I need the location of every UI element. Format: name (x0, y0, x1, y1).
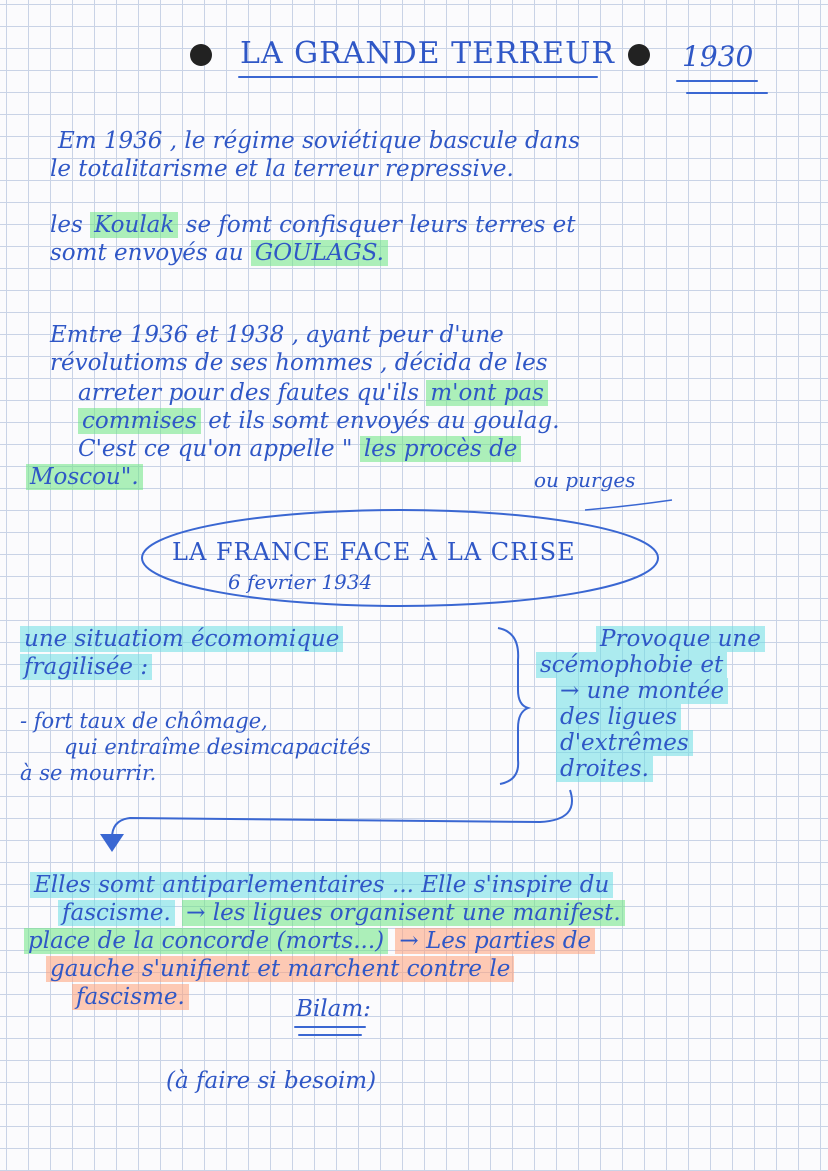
section3-line3-prefix: arreter pour des fautes qu'ils (78, 380, 419, 406)
bilan-underline-1 (294, 1026, 366, 1028)
right6-highlight: droites. (556, 756, 653, 782)
section3-line2: révolutioms de ses hommes , décida de les (50, 350, 548, 376)
section2-prefix: les (50, 212, 83, 238)
section6-line1-highlight: Elles somt antiparlementaires ... Elle s'inspire du (30, 872, 613, 898)
right4-highlight: des ligues (556, 704, 681, 730)
section6-line4 (46, 956, 514, 982)
bilan-label: Bilam: (296, 996, 371, 1022)
right2-highlight: scémophobie et (536, 652, 727, 678)
bullet-dot-left (190, 44, 212, 66)
section1-line1: Em 1936 , le régime soviétique bascule dans (58, 128, 581, 154)
title-year: 1930 (682, 40, 754, 73)
section6-line3a: place de la concorde (morts...) (24, 928, 388, 954)
section2-line2 (50, 240, 388, 266)
section6-line2 (58, 900, 625, 926)
section5-left5: à se mourrir. (20, 761, 157, 785)
section4-date: 6 fevrier 1934 (228, 570, 373, 594)
section3-line1: Emtre 1936 et 1938 , ayant peur d'une (50, 322, 504, 348)
year-underline-1 (676, 80, 758, 82)
section5-left4: qui entraîme desimcapacités (64, 735, 371, 759)
section3-line6 (26, 464, 143, 490)
right3-highlight: → une montée (556, 678, 728, 704)
section3-line3 (78, 380, 548, 406)
section3-line6-highlight: Moscou". (26, 464, 143, 490)
section6-line3 (24, 928, 595, 954)
section6-line5 (72, 984, 189, 1010)
koulak-highlight: Koulak (90, 212, 178, 238)
down-arrow (112, 790, 572, 838)
section6-line2a: fascisme. (58, 900, 175, 926)
section3-line3-highlight: m'ont pas (426, 380, 548, 406)
section5-left1 (20, 626, 343, 652)
section6-line3b: → Les parties de (395, 928, 595, 954)
section5-right3 (556, 678, 728, 704)
section5-right4 (556, 704, 681, 730)
section5-right6 (556, 756, 653, 782)
section5-right5 (556, 730, 693, 756)
curly-brace (498, 628, 528, 784)
section3-line5 (78, 436, 521, 462)
right1-highlight: Provoque une (596, 626, 765, 652)
section1-line2: le totalitarisme et la terreur repressive. (50, 156, 514, 182)
title-underline (238, 76, 598, 78)
right5-highlight: d'extrêmes (556, 730, 693, 756)
section3-line5-highlight: les procès de (360, 436, 522, 462)
section3-note: ou purges (534, 468, 636, 492)
section4-heading: LA FRANCE FACE À LA CRISE (172, 538, 576, 566)
left2-highlight: fragilisée : (20, 654, 152, 680)
arrow-head (100, 834, 124, 852)
year-underline-2 (686, 92, 768, 94)
section5-left2 (20, 654, 152, 680)
page-title: LA GRANDE TERREUR (240, 36, 615, 71)
goulags-highlight: GOULAGS. (251, 240, 388, 266)
section5-right1 (596, 626, 765, 652)
section6-line2b: → les ligues organisent une manifest. (182, 900, 625, 926)
section2-line1 (50, 212, 576, 238)
section3-line4-suffix: et ils somt envoyés au goulag. (208, 408, 560, 434)
section5-right2 (536, 652, 727, 678)
section3-line5-prefix: C'est ce qu'on appelle " (78, 436, 353, 462)
ou-purges-underline (585, 500, 672, 510)
section2-line2-prefix: somt envoyés au (50, 240, 244, 266)
section6-line1 (30, 872, 613, 898)
section3-line4 (78, 408, 560, 434)
footer-note: (à faire si besoim) (166, 1068, 377, 1094)
section2-suffix: se fomt confisquer leurs terres et (185, 212, 576, 238)
left1-highlight: une situatiom écomomique (20, 626, 343, 652)
bullet-dot-right (628, 44, 650, 66)
bilan-underline-2 (298, 1034, 362, 1036)
section5-left3: - fort taux de chômage, (20, 709, 268, 733)
section6-line4-highlight: gauche s'unifient et marchent contre le (46, 956, 514, 982)
section6-line5-highlight: fascisme. (72, 984, 189, 1010)
section3-line4-highlight: commises (78, 408, 201, 434)
